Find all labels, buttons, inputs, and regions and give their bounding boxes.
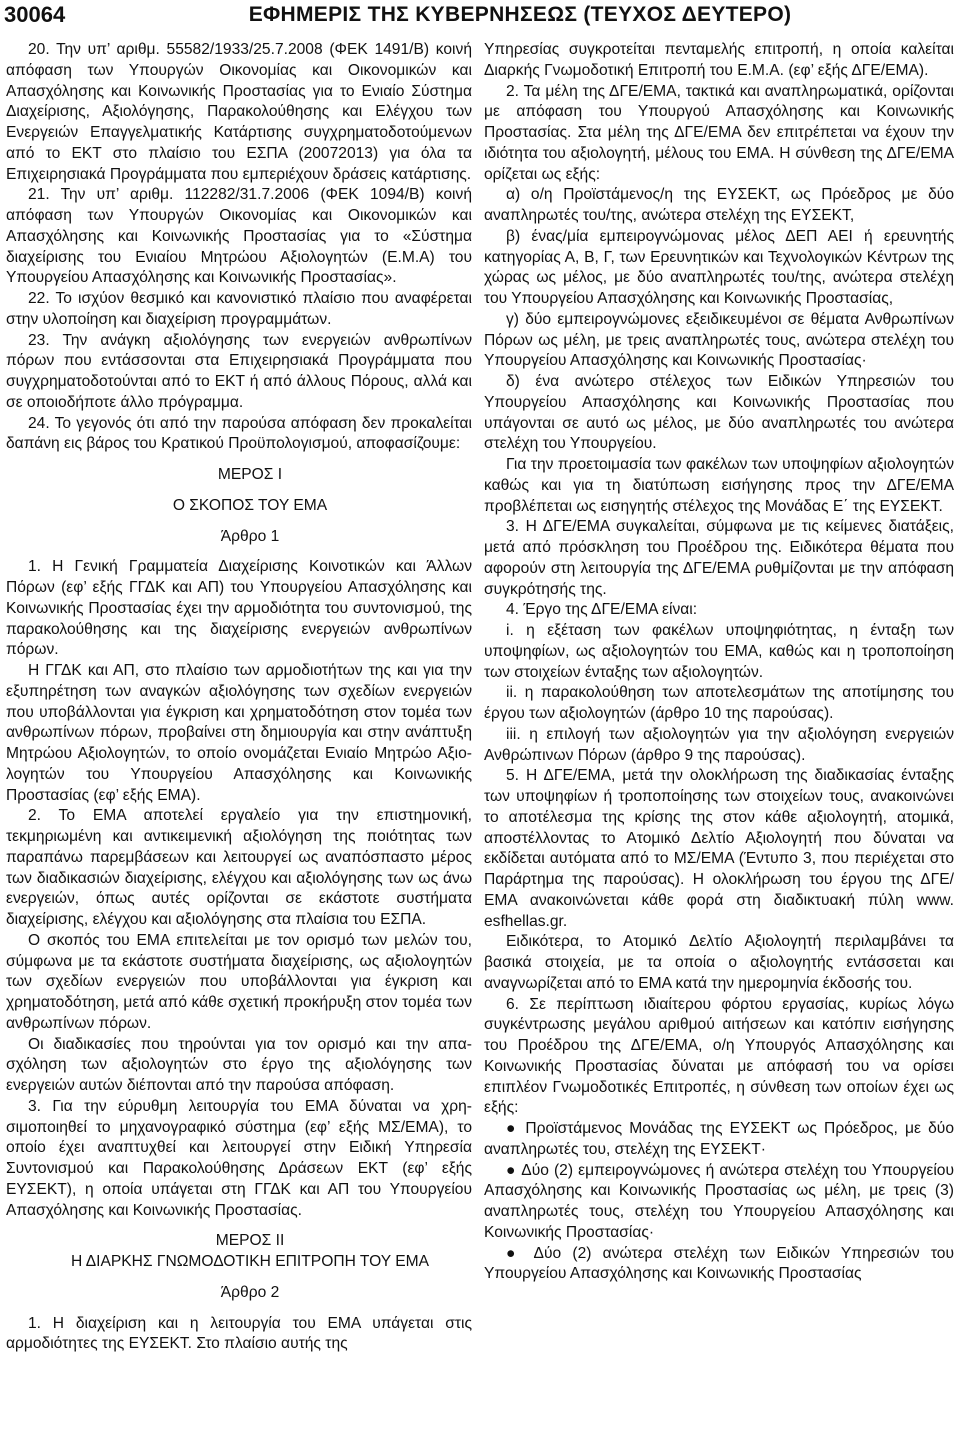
part-label: ΜΕΡΟΣ Ι (217, 466, 283, 483)
paragraph: 2. Το ΕΜΑ αποτελεί εργαλείο για την επιστημονική, τεκμηριωμένη και αντικειμενική αξιολόγηση της ποιότητας των παραπάνω παρεμβάσεων και λειτουργεί ως αναπόσπαστο μέρος των διαδικασιών διαχείρισης, ελέγχου και αξιολόγησης των ως άνω ενεργειών, όπως αυτές ορίζονται σε εκάστοτε συστήματα διαχείρισης, ελέγχου και αξιολόγησης στα πλαίσια του ΕΣΠΑ. (6, 807, 472, 928)
paragraph: 1. Η διαχείριση και η λειτουργία του ΕΜΑ υπάγεται στις αρμοδιότητες της ΕΥΣΕΚΤ. Στο πλαίσιο αυτής της (6, 1314, 472, 1353)
bullet-item: ● Προϊστάμενος Μονάδας της ΕΥΣΕΚΤ ως Πρόεδρος, με δύο αναπληρωτές του, στελέχη της ΕΥΣΕΚΤ· (484, 1119, 954, 1161)
paragraph: 3. Για την εύρυθμη λειτουργία του ΕΜΑ δύναται να χρησιμοποιηθεί το μηχανογραφικό σύστημα (εφ’ εξής ΜΣ/ΕΜΑ), το οποίο έχει αναπτυχθεί και λειτουργεί στην Ειδική Υπηρεσία Συντονισμού και Παρακολούθησης Δράσεων ΕΚΤ (εφ’ εξής ΕΥΣΕΚΤ), η οποία υπάγεται στη ΓΓΔΚ και ΑΠ του Υπουργείου Απασχόλησης και Κοινωνικής Προστασίας. (6, 1097, 472, 1219)
paragraph: Υπηρεσίας συγκροτείται πενταμελής επιτροπή, η οποία καλείται Διαρκής Γνωμοδοτική Επιτροπή του Ε.Μ.Α. (εφ’ εξής ΔΓΕ/ΕΜΑ). (484, 41, 954, 79)
bullet-item: ● Δύο (2) ανώτερα στελέχη των Ειδικών Υπηρεσιών του Υπουργείου Απασχόλησης και Κοινωνικής Προστασίας (484, 1244, 954, 1286)
page-number: 30064 (4, 2, 66, 27)
list-item: ii. η παρακολούθηση των αποτελεσμάτων της αποτίμησης του έργου των αξιολογητών (άρθρο 10 της παρούσας). (484, 684, 954, 722)
bullet-item: ● Δύο (2) εμπειρογνώμονες ή ανώτερα στελέχη του Υπουργείου Απασχόλησης και Κοινωνικής Προστασίας ως μέλη, με τρεις (3) αναπληρωτές τους, στελέχη του Υπουργείου Απασχόλησης και Κοινωνικής Προστασίας· (484, 1161, 954, 1244)
paragraph: 22. Το ισχύον θεσμικό και κανονιστικό πλαίσιο που αναφέρεται στην υλοποίηση και διαχείριση προγραμμάτων. (6, 290, 472, 328)
paragraph: Η ΓΓΔΚ και ΑΠ, στο πλαίσιο των αρμοδιοτήτων της και για την εξυπηρέτηση των αναγκών αξιολόγησης των σχεδίων ενεργειών που υποβάλλονται για έγκριση και χρηματοδότηση στον τομέα των ανθρωπίνων πόρων, προβαίνει στη δημιουργία και στην ανάπτυξη Μητρώου Αξιολογητών, το οποίο ονομάζεται Ενιαίο Μητρώο Αξιολογητών του Υπουργείου Απασχόλησης και Κοινωνικής Προστασίας (εφ’ εξής ΕΜΑ). (6, 662, 472, 804)
paragraph: Για την προετοιμασία των φακέλων των υποψηφίων αξιολογητών καθώς και για τη διατύπωση εισήγησης προς την ΔΓΕ/ΕΜΑ προβλέπεται ως εισηγητής στέλεχος της Μονάδας Ε΄ της ΕΥΣΕΚΤ. (484, 456, 954, 515)
part-label: ΜΕΡΟΣ ΙΙ (215, 1232, 285, 1250)
paragraph: 24. Το γεγονός ότι από την παρούσα απόφαση δεν προκαλείται δαπάνη εις βάρος του Κρατικού Προϋπολογισμού, αποφασίζουμε: (6, 414, 472, 453)
paragraph: 1. Η Γενική Γραμματεία Διαχείρισης Κοινοτικών και Άλλων Πόρων (εφ’ εξής ΓΓΔΚ και ΑΠ) του Υπουργείου Απασχόλησης και Κοινωνικής Προστασίας έχει την αρμοδιότητα του συντονισμού, της παρακολούθησης και της διαχείρισης ενεργειών ανθρωπίνων πόρων. (6, 558, 472, 659)
paragraph: 21. Την υπ’ αριθμ. 112282/31.7.2006 (ΦΕΚ 1094/Β) κοινή απόφαση των Υπουργών Οικονομίας και Οικονομικών και Απασχόλησης και Κοινωνικής Προστασίας για το «Σύστημα διαχείρισης του Ενιαίου Μητρώου Αξιολογητών (Ε.Μ.Α) του Υπουργείου Απασχόλησης και Κοινωνικής Προστασίας». (6, 186, 472, 287)
paragraph: 3. Η ΔΓΕ/ΕΜΑ συγκαλείται, σύμφωνα με τις κείμενες διατάξεις, μετά από πρόσκληση του Προέδρου της. Ειδικότερα θέματα που αφορούν στη λειτουργία της ΔΓΕ/ΕΜΑ ρυθμίζονται με την απόφαση συγκρότησής της. (484, 518, 954, 598)
paragraph: 2. Τα μέλη της ΔΓΕ/ΕΜΑ, τακτικά και αναπληρωματικά, ορίζονται με απόφαση του Υπουργού Απασχόλησης και Κοινωνικής Προστασίας. Στα μέλη της ΔΓΕ/ΕΜΑ δεν επιτρέπεται να έχουν την ιδιότητα του αξιολογητή, μέλους του ΕΜΑ. Η σύνθεση της ΔΓΕ/ΕΜΑ ορίζεται ως εξής: (484, 82, 954, 183)
page-header (0, 0, 960, 34)
list-item: γ) δύο εμπειρογνώμονες εξειδικευμένοι σε θέματα Ανθρωπίνων Πόρων ως μέλη, με τρεις αναπληρωτές τους, ανώτερα στελέχη του Υπουργείου Απασχόλησης και Κοινωνικής Προστασίας· (484, 310, 954, 370)
list-item: β) ένας/μία εμπειρογνώμονας μέλος ΔΕΠ ΑΕΙ ή ερευνητής κατηγορίας Α, Β, Γ, των Ερευνητικών και Τεχνολογικών Κέντρων της χώρας ως μέλος, με δύο αναπληρωτές του/της, ανώτερα στελέχη του Υπουργείου Απασχόλησης και Κοινωνικής Προστασίας, (484, 227, 954, 307)
list-item: α) ο/η Προϊστάμενος/η της ΕΥΣΕΚΤ, ως Πρόεδρος με δύο αναπληρωτές του/της, ανώτερα στελέχη της ΕΥΣΕΚΤ, (484, 186, 954, 224)
list-item: i. η εξέταση των φακέλων υποψηφιότητας, η ένταξη των υποψηφίων, ως αξιολογητών του ΕΜΑ, καθώς και η τροποποίηση των στοιχείων ένταξης των αξιολογητών. (484, 622, 954, 681)
part-title: Ο ΣΚΟΠΟΣ ΤΟΥ ΕΜΑ (172, 496, 328, 514)
left-column (6, 40, 472, 1355)
paragraph: 4. Έργο της ΔΓΕ/ΕΜΑ είναι: (506, 601, 698, 619)
part-title: Η ΔΙΑΡΚΗΣ ΓΝΩΜΟΔΟΤΙΚΗ ΕΠΙΤΡΟΠΗ ΤΟΥ ΕΜΑ (70, 1253, 430, 1270)
paragraph: 23. Την ανάγκη αξιολόγησης των ενεργειών ανθρωπίνων πόρων που εντάσσονται στα Επιχειρησιακά Προγράμματα που συγχρηματοδοτούνται από το ΕΚΤ ή από άλλους Πόρους, αλλά και σε οποιοδήποτε άλλο πρόγραμμα. (6, 331, 472, 411)
list-item: δ) ένα ανώτερο στέλεχος των Ειδικών Υπηρεσιών του Υπουργείου Απασχόλησης και Κοινωνικής Προστασίας που υπάγονται σε αυτό ως μέλος, με δύο αναπληρωτές του ανώτερα στελέχη του Υπουργείου. (484, 373, 954, 453)
paragraph: Οι διαδικασίες που τηρούνται για τον ορισμό και την απασχόληση των αξιολογητών στο έργο της αξιολόγησης των ενεργειών αυτών διέπονται από την παρούσα απόφαση. (6, 1035, 472, 1094)
article-heading: Άρθρο 2 (220, 1283, 280, 1301)
right-column (484, 40, 954, 1285)
paragraph: Ειδικότερα, το Ατομικό Δελτίο Αξιολογητή περιλαμβάνει τα βασικά στοιχεία, με τα οποία ο αξιολογητής εντάσσεται και αναγνωρίζεται από το ΕΜΑ κατά την ημερομηνία έκδοσής του. (484, 933, 954, 992)
paragraph: Ο σκοπός του ΕΜΑ επιτελείται με τον ορισμό των μελών του, σύμφωνα με τα εκάστοτε συστήματα διαχείρισης, ως αξιολογητών των σχεδίων ενεργειών που υποβάλλονται για έγκριση και χρηματοδότηση, μετά από κάθε σχετική προκήρυξη στον τομέα των ανθρωπίνων πόρων. (6, 931, 472, 1032)
paragraph: 6. Σε περίπτωση ιδιαίτερου φόρτου εργασίας, κυρίως λόγω συγκέντρωσης μεγάλου αριθμού αιτήσεων και κατόπιν εισήγησης του Προέδρου της ΔΓΕ/ΕΜΑ, ο/η Υπουργός Απασχόλησης και Κοινωνικής Προστασίας δύναται με απόφασή του να ορίσει επιπλέον Γνωμοδοτικές Επιτροπές, η σύνθεση των οποίων έχει ως εξής: (484, 995, 954, 1117)
gazette-title: ΕΦΗΜΕΡΙΣ ΤΗΣ ΚΥΒΕΡΝΗΣΕΩΣ (ΤΕΥΧΟΣ ΔΕΥΤΕΡΟ) (248, 3, 792, 26)
article-heading: Άρθρο 1 (220, 527, 280, 545)
paragraph: 5. Η ΔΓΕ/ΕΜΑ, μετά την ολοκλήρωση της διαδικασίας ένταξης των υποψηφίων ή τροποποίησης των στοιχείων τους, ανακοινώνει το αποτέλεσμα της κρίσης της στον κάθε αξιολογητή, ατομικά, αποστέλλοντας το Ατομικό Δελτίο Αξιολογητή που δύναται να εκδίδεται αυτόματα από το ΜΣ/ΕΜΑ (Έντυπο 3, που περιέχεται στο Παράρτημα της παρούσας). Η ολοκλήρωση του έργου της ΔΓΕ/ΕΜΑ ανακοινώνεται κάθε φορά στη διαδικτυακή πύλη www. esfhellas.gr. (484, 767, 954, 930)
paragraph: 20. Την υπ’ αριθμ. 55582/1933/25.7.2008 (ΦΕΚ 1491/Β) κοινή απόφαση των Υπουργών Οικονομίας και Οικονομικών και Απασχόλησης και Κοινωνικής Προστασίας για το Ενιαίο Σύστημα Διαχείρισης, Αξιολόγησης, Παρακολούθησης και Ελέγχου των Ενεργειών Επαγγελματικής Κατάρτισης συγχρηματοδοτούμενων από το ΕΚΤ στο πλαίσιο του ΕΣΠΑ (20072013) για όλα τα Επιχειρησιακά Προγράμματα που εμπεριέχουν δράσεις κατάρτισης. (6, 41, 472, 183)
list-item: iii. η επιλογή των αξιολογητών για την αξιολόγηση ενεργειών Ανθρώπινων Πόρων (άρθρο 9 της παρούσας). (484, 725, 954, 764)
